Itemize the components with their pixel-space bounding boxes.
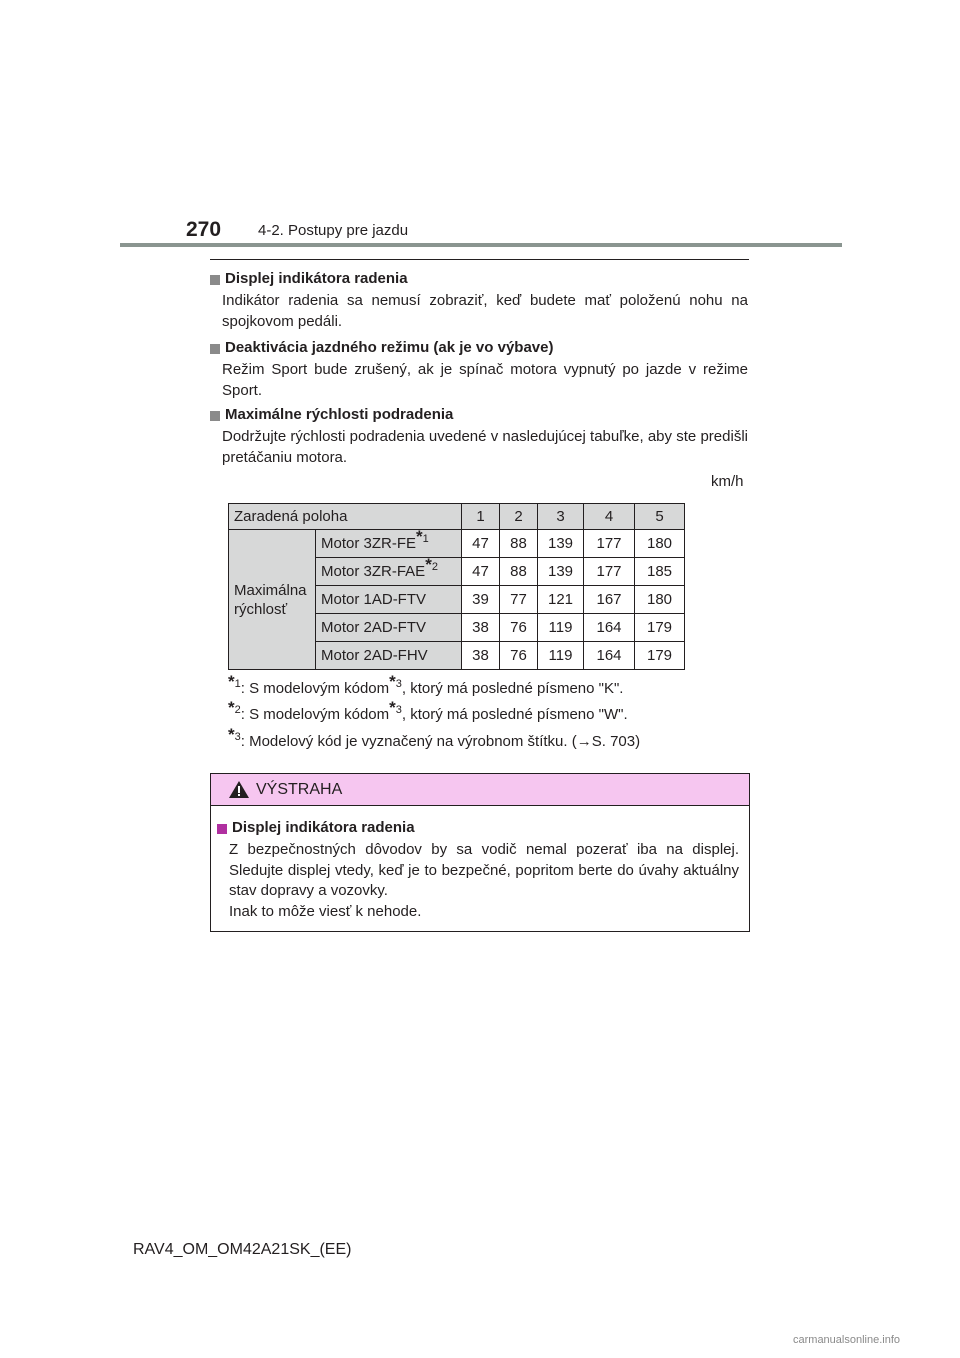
section-title-0: Displej indikátora radenia — [225, 270, 408, 287]
speed-value: 139 — [538, 530, 584, 558]
speed-value: 139 — [538, 558, 584, 586]
bullet-square-icon — [217, 824, 227, 834]
speed-value: 164 — [584, 614, 635, 642]
speed-value: 77 — [500, 586, 538, 614]
bullet-square-icon — [210, 411, 220, 421]
speed-value: 179 — [635, 614, 685, 642]
unit-label: km/h — [711, 473, 744, 490]
document-code: RAV4_OM_OM42A21SK_(EE) — [133, 1241, 352, 1258]
speed-value: 39 — [462, 586, 500, 614]
footnote-2: *$^2$: S modelovým kódom*$^3$, ktorý má posledné písmeno "W". — [228, 698, 628, 723]
speed-value: 47 — [462, 530, 500, 558]
engine-label: Motor 1AD-FTV — [316, 586, 462, 614]
header-rule — [120, 243, 842, 247]
arrow-right-icon: → — [576, 733, 592, 750]
speed-value: 164 — [584, 642, 635, 670]
gear-3: 3 — [538, 504, 584, 530]
speed-value: 180 — [635, 586, 685, 614]
section-title-2: Maximálne rýchlosti podradenia — [225, 406, 454, 423]
speed-value: 180 — [635, 530, 685, 558]
group-label: Maximálna rýchlosť — [229, 530, 316, 670]
section-drive-mode — [210, 338, 748, 401]
section-text-2: Dodržujte rýchlosti podradenia uvedené v nasledujúcej tabuľke, aby ste predišli pretáčaniu motora. — [222, 428, 748, 466]
engine-label: Motor 2AD-FTV — [316, 614, 462, 642]
speed-value: 88 — [500, 530, 538, 558]
speed-value: 177 — [584, 558, 635, 586]
section-text-0: Indikátor radenia sa nemusí zobraziť, keď budete mať položenú nohu na spojkovom pedáli. — [222, 292, 748, 330]
bullet-square-icon — [210, 275, 220, 285]
speed-value: 185 — [635, 558, 685, 586]
speed-value: 76 — [500, 642, 538, 670]
header-label: Zaradená poloha — [229, 504, 462, 530]
footnote-1: *$^1$: S modelovým kódom*$^3$, ktorý má posledné písmeno "K". — [228, 672, 624, 697]
warning-heading: VÝSTRAHA — [256, 780, 343, 798]
engine-label: Motor 3ZR-FAE*$^2$ — [316, 558, 462, 586]
speed-value: 119 — [538, 642, 584, 670]
bullet-square-icon — [210, 344, 220, 354]
footnote-3: *$^3$: Modelový kód je vyznačený na výrobnom štítku. (→S. 703) — [228, 725, 641, 750]
warning-header — [211, 774, 749, 806]
engine-label: Motor 3ZR-FE*$^1$ — [316, 530, 462, 558]
warning-triangle-icon — [228, 780, 250, 799]
warning-box — [210, 773, 750, 932]
speed-value: 38 — [462, 614, 500, 642]
top-rule — [210, 259, 749, 260]
warning-text-2: Inak to môže viesť k nehode. — [229, 902, 422, 920]
gear-5: 5 — [635, 504, 685, 530]
engine-label: Motor 2AD-FHV — [316, 642, 462, 670]
speed-value: 121 — [538, 586, 584, 614]
speed-value: 76 — [500, 614, 538, 642]
speed-table — [228, 503, 685, 670]
table-header-row — [229, 504, 685, 530]
gear-4: 4 — [584, 504, 635, 530]
speed-value: 38 — [462, 642, 500, 670]
speed-value: 47 — [462, 558, 500, 586]
gear-2: 2 — [500, 504, 538, 530]
speed-value: 88 — [500, 558, 538, 586]
gear-1: 1 — [462, 504, 500, 530]
page-number: 270 — [186, 218, 222, 241]
site-watermark: carmanualsonline.info — [793, 1334, 901, 1346]
section-title-1: Deaktivácia jazdného režimu (ak je vo výbave) — [225, 339, 554, 356]
section-max-speeds — [210, 405, 748, 468]
warning-text: Z bezpečnostných dôvodov by sa vodič nemal pozerať iba na displej. Sledujte displej vtedy, keď je to bezpečné, popritom berte do úvahy aktuálny stav dopravy a vozovky. — [229, 841, 739, 899]
table-row — [229, 530, 685, 558]
speed-value: 177 — [584, 530, 635, 558]
speed-value: 179 — [635, 642, 685, 670]
section-title: 4-2. Postupy pre jazdu — [258, 222, 409, 239]
section-shift-indicator — [210, 269, 748, 332]
speed-value: 167 — [584, 586, 635, 614]
warning-title: Displej indikátora radenia — [232, 819, 415, 836]
speed-value: 119 — [538, 614, 584, 642]
section-text-1: Režim Sport bude zrušený, ak je spínač motora vypnutý po jazde v režime Sport. — [222, 361, 748, 399]
